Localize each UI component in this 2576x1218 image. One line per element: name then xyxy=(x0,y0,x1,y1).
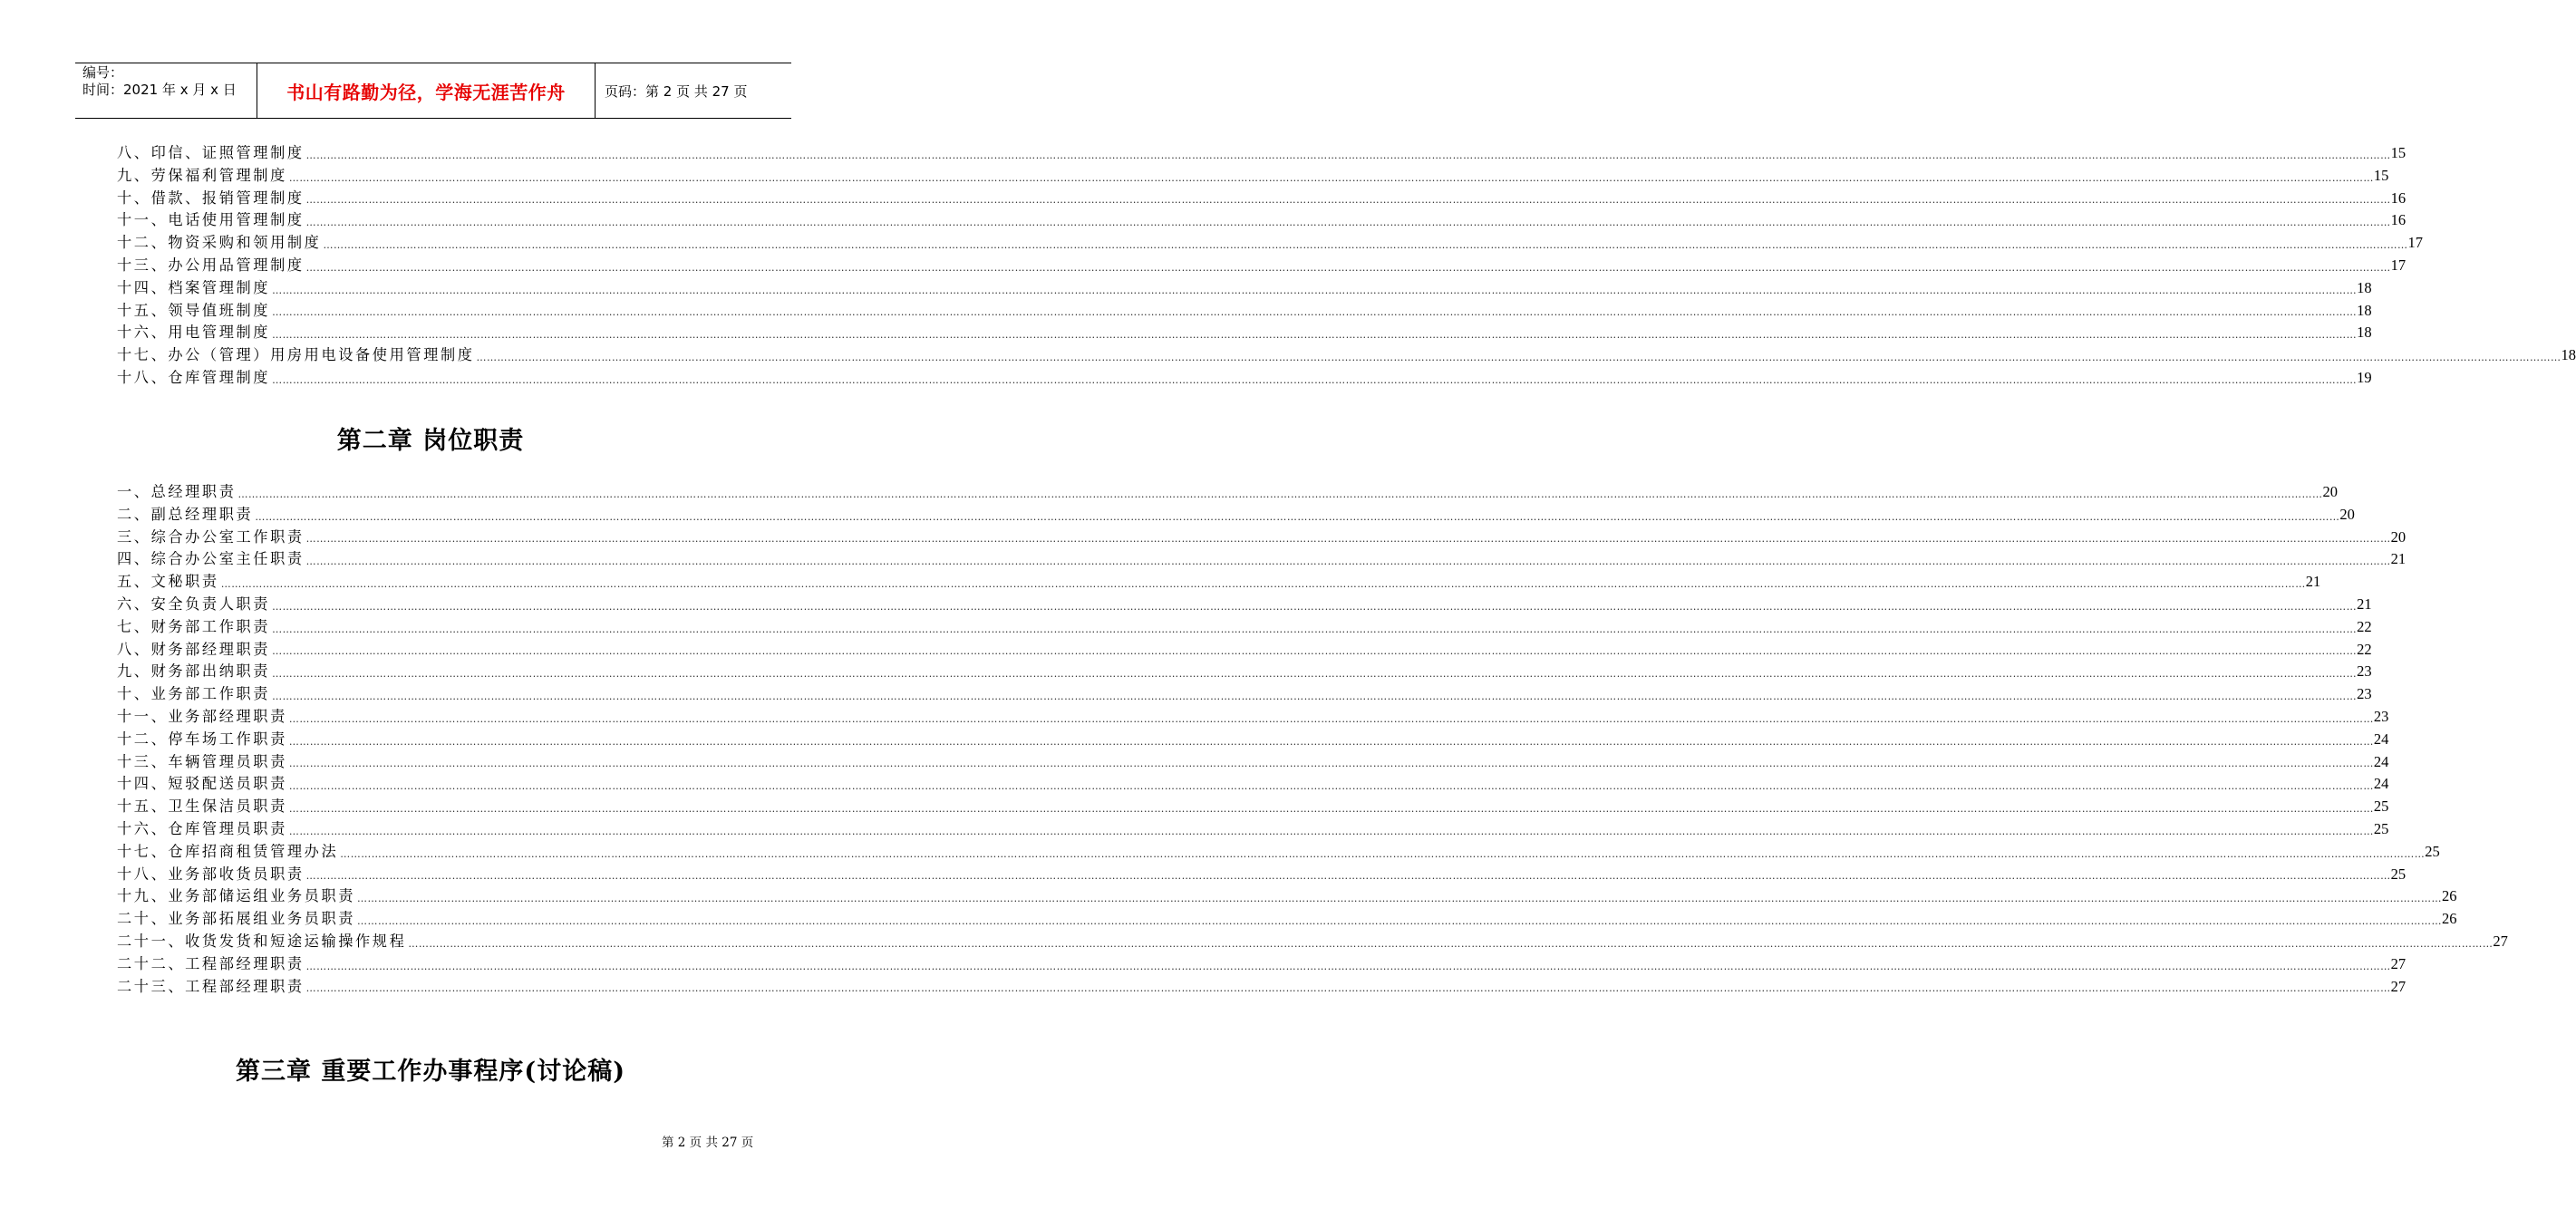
toc-entry-title: 十八、仓库管理制度 xyxy=(117,368,271,386)
toc-entry-page: 17 xyxy=(2390,256,2407,274)
toc-entry-page: 27 xyxy=(2390,977,2407,995)
toc-entry-title: 二十三、工程部经理职责 xyxy=(117,977,305,995)
toc-entry-page: 18 xyxy=(2357,324,2372,342)
toc-entry[interactable] xyxy=(117,976,2407,999)
toc-leader-dots: …………………………………………………………………………………………………………………………………………………………………………………………………………………………………………………………………………………………………………………………………………………………………………………………………………………………………………………………………………………………………………………………………………………… xyxy=(272,623,2358,635)
toc-entry-title: 二十二、工程部经理职责 xyxy=(117,954,305,972)
toc-entry[interactable] xyxy=(117,367,2372,390)
toc-entry-page: 26 xyxy=(2442,910,2457,928)
toc-entry-title: 一、总经理职责 xyxy=(117,483,237,500)
header-meta xyxy=(75,63,257,118)
toc-entry-title: 八、财务部经理职责 xyxy=(117,640,271,658)
toc-entry[interactable] xyxy=(117,616,2372,639)
toc-entry-page: 22 xyxy=(2357,617,2372,635)
toc-leader-dots: …………………………………………………………………………………………………………………………………………………………………………………………………………………………………………………………………………………………………………………………………………………………………………………………………………………………………………………………………………………………………………………………………………………… xyxy=(305,982,2391,995)
toc-entry[interactable] xyxy=(117,796,2389,818)
toc-leader-dots: …………………………………………………………………………………………………………………………………………………………………………………………………………………………………………………………………………………………………………………………………………………………………………………………………………………………………………………………………………………………………………………………………………………… xyxy=(272,668,2358,681)
toc-entry-page: 18 xyxy=(2357,301,2372,319)
toc-entry-page: 24 xyxy=(2373,752,2389,770)
toc-entry[interactable] xyxy=(117,571,2321,594)
toc-entry[interactable] xyxy=(117,209,2407,232)
toc-entry[interactable] xyxy=(117,188,2407,210)
toc-entry-title: 三、综合办公室工作职责 xyxy=(117,527,305,546)
toc-entry-page: 20 xyxy=(2322,483,2339,500)
chapter-heading-2: 第二章 岗位职责 xyxy=(336,427,525,455)
toc-entry-title: 十二、物资采购和领用制度 xyxy=(117,234,322,252)
toc-entry-page: 21 xyxy=(2390,550,2407,568)
toc-entry-page: 25 xyxy=(2390,865,2407,883)
toc-leader-dots: …………………………………………………………………………………………………………………………………………………………………………………………………………………………………………………………………………………………………………………………………………………………………………………………………………………………………………………………………………………………………………………………………………………… xyxy=(288,735,2374,748)
toc-entry-page: 16 xyxy=(2390,188,2407,207)
toc-leader-dots: …………………………………………………………………………………………………………………………………………………………………………………………………………………………………………………………………………………………………………………………………………………………………………………………………………………………………………………………………………………………………………………………………………………… xyxy=(305,217,2391,229)
toc-leader-dots: …………………………………………………………………………………………………………………………………………………………………………………………………………………………………………………………………………………………………………………………………………………………………………………………………………………………………………………………………………………………………………………………………………………… xyxy=(288,780,2374,793)
toc-entry-page: 16 xyxy=(2390,211,2407,229)
toc-leader-dots: …………………………………………………………………………………………………………………………………………………………………………………………………………………………………………………………………………………………………………………………………………………………………………………………………………………………………………………………………………………………………………………………………………………… xyxy=(340,847,2426,860)
toc-entry[interactable] xyxy=(117,527,2407,549)
toc-leader-dots: …………………………………………………………………………………………………………………………………………………………………………………………………………………………………………………………………………………………………………………………………………………………………………………………………………………………………………………………………………………………………………………………………………………… xyxy=(288,758,2374,770)
toc-entry[interactable] xyxy=(117,908,2457,931)
toc-entry[interactable] xyxy=(117,504,2355,527)
toc-entry-title: 二十、业务部拓展组业务员职责 xyxy=(117,910,356,928)
toc-entry-page: 20 xyxy=(2390,527,2407,546)
toc-leader-dots: …………………………………………………………………………………………………………………………………………………………………………………………………………………………………………………………………………………………………………………………………………………………………………………………………………………………………………………………………………………………………………………………………………………… xyxy=(357,914,2443,927)
toc-leader-dots: …………………………………………………………………………………………………………………………………………………………………………………………………………………………………………………………………………………………………………………………………………………………………………………………………………………………………………………………………………………………………………………………………………………… xyxy=(305,149,2391,161)
toc-entry-title: 十二、停车场工作职责 xyxy=(117,730,287,748)
toc-entry[interactable] xyxy=(117,841,2440,864)
toc-entry-title: 十三、办公用品管理制度 xyxy=(117,256,305,274)
toc-entry-title: 十、业务部工作职责 xyxy=(117,685,271,703)
toc-section-chapter2 xyxy=(117,481,2508,998)
toc-entry-page: 24 xyxy=(2373,730,2389,748)
header-page-number: 页码：第 2 页 共 27 页 xyxy=(605,82,748,100)
toc-entry-page: 21 xyxy=(2357,594,2372,613)
toc-entry-page: 22 xyxy=(2357,640,2372,658)
toc-leader-dots: …………………………………………………………………………………………………………………………………………………………………………………………………………………………………………………………………………………………………………………………………………………………………………………………………………………………………………………………………………………………………………………………………………………… xyxy=(272,373,2358,386)
toc-leader-dots: …………………………………………………………………………………………………………………………………………………………………………………………………………………………………………………………………………………………………………………………………………………………………………………………………………………………………………………………………………………………………………………………………………………… xyxy=(305,533,2391,546)
toc-leader-dots: …………………………………………………………………………………………………………………………………………………………………………………………………………………………………………………………………………………………………………………………………………………………………………………………………………………………………………………………………………………………………………………………………………………… xyxy=(272,645,2358,658)
toc-entry[interactable] xyxy=(117,729,2389,751)
toc-entry-page: 20 xyxy=(2339,505,2355,523)
toc-entry[interactable] xyxy=(117,300,2372,323)
toc-leader-dots: …………………………………………………………………………………………………………………………………………………………………………………………………………………………………………………………………………………………………………………………………………………………………………………………………………………………………………………………………………………………………………………………………………………… xyxy=(272,690,2358,702)
toc-entry[interactable] xyxy=(117,255,2407,277)
toc-leader-dots: …………………………………………………………………………………………………………………………………………………………………………………………………………………………………………………………………………………………………………………………………………………………………………………………………………………………………………………………………………………………………………………………………………………… xyxy=(288,171,2374,184)
toc-entry-title: 十五、领导值班制度 xyxy=(117,301,271,319)
toc-entry[interactable] xyxy=(117,165,2389,188)
toc-leader-dots: …………………………………………………………………………………………………………………………………………………………………………………………………………………………………………………………………………………………………………………………………………………………………………………………………………………………………………………………………………………………………………………………………………………… xyxy=(305,261,2391,274)
document-date: 时间：2021 年 x 月 x 日 xyxy=(82,82,237,98)
toc-entry[interactable] xyxy=(117,277,2372,300)
toc-entry-title: 十一、业务部经理职责 xyxy=(117,707,287,725)
toc-entry[interactable] xyxy=(117,683,2372,706)
toc-entry-title: 九、劳保福利管理制度 xyxy=(117,166,287,184)
toc-entry-page: 15 xyxy=(2390,144,2407,161)
toc-leader-dots: …………………………………………………………………………………………………………………………………………………………………………………………………………………………………………………………………………………………………………………………………………………………………………………………………………………………………………………………………………………………………………………………………………………… xyxy=(305,556,2391,568)
document-number-label: 编号： xyxy=(82,64,124,81)
toc-entry-page: 18 xyxy=(2561,346,2576,364)
toc-entry-title: 十一、电话使用管理制度 xyxy=(117,211,305,229)
toc-entry-page: 23 xyxy=(2357,685,2372,703)
toc-entry[interactable] xyxy=(117,661,2372,683)
toc-section-chapter1 xyxy=(117,142,2576,390)
toc-entry-page: 27 xyxy=(2493,932,2508,950)
toc-entry-title: 二、副总经理职责 xyxy=(117,505,254,523)
toc-entry-title: 十八、业务部收货员职责 xyxy=(117,865,305,883)
toc-leader-dots: …………………………………………………………………………………………………………………………………………………………………………………………………………………………………………………………………………………………………………………………………………………………………………………………………………………………………………………………………………………………………………………………………………………… xyxy=(237,488,2323,500)
toc-entry[interactable] xyxy=(117,773,2389,796)
toc-entry[interactable] xyxy=(117,232,2423,255)
toc-entry-page: 19 xyxy=(2357,368,2372,386)
toc-entry-page: 21 xyxy=(2305,573,2321,591)
toc-entry[interactable] xyxy=(117,953,2407,976)
toc-leader-dots: …………………………………………………………………………………………………………………………………………………………………………………………………………………………………………………………………………………………………………………………………………………………………………………………………………………………………………………………………………………………………………………………………………………… xyxy=(288,802,2374,815)
toc-entry-page: 18 xyxy=(2357,278,2372,296)
page-footer: 第 2 页 共 27 页 xyxy=(662,1136,754,1150)
toc-entry-title: 十七、办公（管理）用房用电设备使用管理制度 xyxy=(117,346,475,364)
toc-leader-dots: …………………………………………………………………………………………………………………………………………………………………………………………………………………………………………………………………………………………………………………………………………………………………………………………………………………………………………………………………………………………………………………………………………………… xyxy=(305,194,2391,207)
toc-entry[interactable] xyxy=(117,931,2508,953)
toc-entry-title: 十六、用电管理制度 xyxy=(117,324,271,342)
toc-entry-title: 八、印信、证照管理制度 xyxy=(117,144,305,161)
toc-entry[interactable] xyxy=(117,142,2407,165)
toc-entry[interactable] xyxy=(117,481,2339,504)
toc-entry[interactable] xyxy=(117,322,2372,344)
toc-entry[interactable] xyxy=(117,639,2372,662)
toc-entry-title: 二十一、收货发货和短途运输操作规程 xyxy=(117,932,407,950)
toc-leader-dots: …………………………………………………………………………………………………………………………………………………………………………………………………………………………………………………………………………………………………………………………………………………………………………………………………………………………………………………………………………………………………………………………………………………… xyxy=(272,600,2358,613)
toc-entry-page: 26 xyxy=(2442,887,2457,905)
toc-entry-page: 17 xyxy=(2407,234,2423,252)
header-motto: 书山有路勤为径，学海无涯苦作舟 xyxy=(257,63,596,118)
toc-entry-title: 十三、车辆管理员职责 xyxy=(117,752,287,770)
toc-entry-title: 四、综合办公室主任职责 xyxy=(117,550,305,568)
toc-entry[interactable] xyxy=(117,818,2389,841)
toc-entry[interactable] xyxy=(117,548,2407,571)
toc-entry[interactable] xyxy=(117,706,2389,729)
toc-leader-dots: …………………………………………………………………………………………………………………………………………………………………………………………………………………………………………………………………………………………………………………………………………………………………………………………………………………………………………………………………………………………………………………………………………………… xyxy=(272,284,2358,296)
toc-leader-dots: …………………………………………………………………………………………………………………………………………………………………………………………………………………………………………………………………………………………………………………………………………………………………………………………………………………………………………………………………………………………………………………………………………………… xyxy=(305,960,2391,972)
toc-entry-title: 十四、档案管理制度 xyxy=(117,278,271,296)
toc-leader-dots: …………………………………………………………………………………………………………………………………………………………………………………………………………………………………………………………………………………………………………………………………………………………………………………………………………………………………………………………………………………………………………………………………………………… xyxy=(220,577,2306,590)
toc-entry-page: 25 xyxy=(2373,819,2389,837)
toc-entry-title: 十七、仓库招商租赁管理办法 xyxy=(117,842,339,860)
toc-entry-title: 十九、业务部储运组业务员职责 xyxy=(117,887,356,905)
toc-entry-page: 25 xyxy=(2373,798,2389,816)
toc-entry-page: 27 xyxy=(2390,954,2407,972)
toc-leader-dots: …………………………………………………………………………………………………………………………………………………………………………………………………………………………………………………………………………………………………………………………………………………………………………………………………………………………………………………………………………………………………………………………………………………… xyxy=(357,893,2443,905)
toc-entry-page: 24 xyxy=(2373,775,2389,793)
toc-leader-dots: …………………………………………………………………………………………………………………………………………………………………………………………………………………………………………………………………………………………………………………………………………………………………………………………………………………………………………………………………………………………………………………………………………………… xyxy=(288,825,2374,837)
toc-entry-title: 十六、仓库管理员职责 xyxy=(117,819,287,837)
toc-leader-dots: …………………………………………………………………………………………………………………………………………………………………………………………………………………………………………………………………………………………………………………………………………………………………………………………………………………………………………………………………………………………………………………………………………………… xyxy=(323,238,2408,251)
toc-leader-dots: …………………………………………………………………………………………………………………………………………………………………………………………………………………………………………………………………………………………………………………………………………………………………………………………………………………………………………………………………………………………………………………………………………………… xyxy=(288,712,2374,725)
toc-entry[interactable] xyxy=(117,751,2389,774)
toc-entry-title: 九、财务部出纳职责 xyxy=(117,662,271,681)
toc-entry-title: 五、文秘职责 xyxy=(117,573,219,591)
toc-entry[interactable] xyxy=(117,344,2576,367)
toc-entry-page: 23 xyxy=(2373,707,2389,725)
toc-entry-title: 六、安全负责人职责 xyxy=(117,594,271,613)
toc-entry[interactable] xyxy=(117,864,2407,886)
toc-entry-title: 十四、短驳配送员职责 xyxy=(117,775,287,793)
toc-entry-page: 15 xyxy=(2373,166,2389,184)
toc-entry[interactable] xyxy=(117,885,2457,908)
toc-entry-title: 七、财务部工作职责 xyxy=(117,617,271,635)
toc-leader-dots: …………………………………………………………………………………………………………………………………………………………………………………………………………………………………………………………………………………………………………………………………………………………………………………………………………………………………………………………………………………………………………………………………………………… xyxy=(305,870,2391,883)
toc-entry-title: 十五、卫生保洁员职责 xyxy=(117,798,287,816)
toc-leader-dots: …………………………………………………………………………………………………………………………………………………………………………………………………………………………………………………………………………………………………………………………………………………………………………………………………………………………………………………………………………………………………………………………………………………… xyxy=(408,937,2494,950)
toc-entry-page: 23 xyxy=(2357,662,2372,681)
toc-leader-dots: …………………………………………………………………………………………………………………………………………………………………………………………………………………………………………………………………………………………………………………………………………………………………………………………………………………………………………………………………………………………………………………………………………………… xyxy=(255,510,2340,523)
toc-leader-dots: …………………………………………………………………………………………………………………………………………………………………………………………………………………………………………………………………………………………………………………………………………………………………………………………………………………………………………………………………………………………………………………………………………………… xyxy=(476,351,2561,363)
toc-entry[interactable] xyxy=(117,594,2372,616)
page-header xyxy=(75,63,791,119)
chapter-heading-3: 第三章 重要工作办事程序(讨论稿) xyxy=(236,1058,625,1086)
toc-entry-title: 十、借款、报销管理制度 xyxy=(117,188,305,207)
toc-leader-dots: …………………………………………………………………………………………………………………………………………………………………………………………………………………………………………………………………………………………………………………………………………………………………………………………………………………………………………………………………………………………………………………………………………………… xyxy=(272,306,2358,319)
toc-leader-dots: …………………………………………………………………………………………………………………………………………………………………………………………………………………………………………………………………………………………………………………………………………………………………………………………………………………………………………………………………………………………………………………………………………………… xyxy=(272,329,2358,342)
toc-entry-page: 25 xyxy=(2425,842,2440,860)
